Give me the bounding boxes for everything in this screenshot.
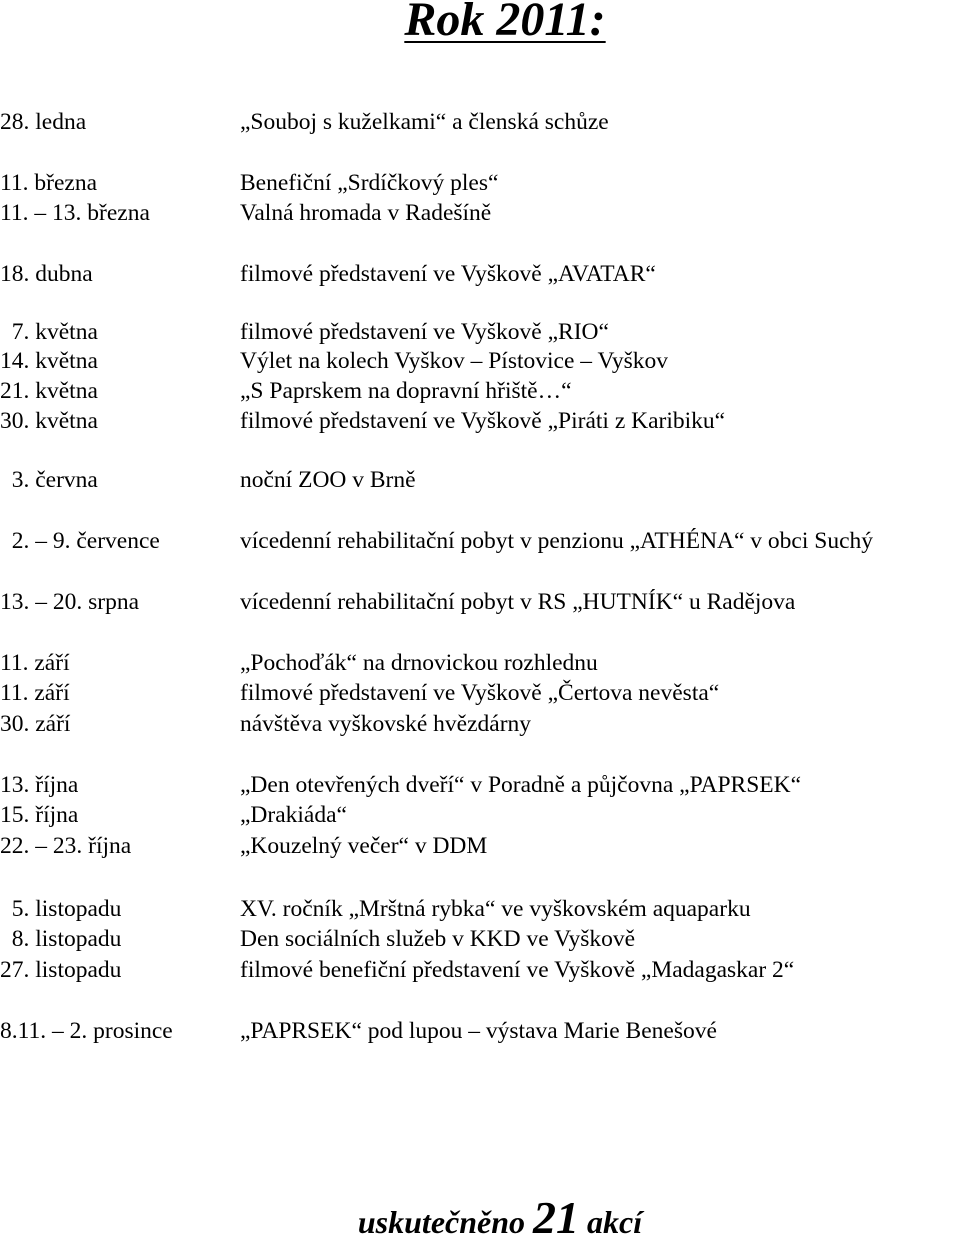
event-date: 15. října xyxy=(0,802,79,828)
event-row xyxy=(0,924,960,954)
event-description: „Drakiáda“ xyxy=(240,802,347,828)
event-date: 11. září xyxy=(0,680,70,706)
event-date: 14. května xyxy=(0,348,98,374)
event-date: 13. října xyxy=(0,772,79,798)
page-title: Rok 2011: xyxy=(404,0,606,46)
event-description: noční ZOO v Brně xyxy=(240,467,416,493)
event-row xyxy=(0,317,960,347)
event-date: 21. května xyxy=(0,378,98,404)
event-description: „Kouzelný večer“ v DDM xyxy=(240,833,488,859)
event-date: 27. listopadu xyxy=(0,957,122,983)
event-description: „S Paprskem na dopravní hřiště…“ xyxy=(240,378,572,404)
event-description: „Den otevřených dveří“ v Poradně a půjčovna „PAPRSEK“ xyxy=(240,772,802,798)
event-row xyxy=(0,406,960,436)
event-row xyxy=(0,465,960,495)
event-description: Benefiční „Srdíčkový ples“ xyxy=(240,170,499,196)
event-row xyxy=(0,831,960,861)
event-row xyxy=(0,259,960,289)
event-row xyxy=(0,709,960,739)
event-description: Valná hromada v Radešíně xyxy=(240,200,492,226)
event-description: filmové benefiční představení ve Vyškově „Madagaskar 2“ xyxy=(240,957,795,983)
event-date: 18. dubna xyxy=(0,261,93,287)
event-date: 13. – 20. srpna xyxy=(0,589,140,615)
event-date: 11. – 13. března xyxy=(0,200,150,226)
event-description: filmové představení ve Vyškově „Čertova nevěsta“ xyxy=(240,680,720,706)
event-date: 22. – 23. října xyxy=(0,833,132,859)
event-description: Den sociálních služeb v KKD ve Vyškově xyxy=(240,926,636,952)
event-row xyxy=(0,770,960,800)
event-row xyxy=(0,955,960,985)
summary-count: 21 xyxy=(533,1192,580,1243)
event-date: 30. května xyxy=(0,408,98,434)
event-date: 30. září xyxy=(0,711,71,737)
event-description: filmové představení ve Vyškově „AVATAR“ xyxy=(240,261,656,287)
event-date: 7. května xyxy=(0,319,98,345)
event-date: 11. září xyxy=(0,650,70,676)
event-description: vícedenní rehabilitační pobyt v RS „HUTNÍK“ u Radějova xyxy=(240,589,796,615)
event-description: XV. ročník „Mrštná rybka“ ve vyškovském aquaparku xyxy=(240,896,751,922)
event-row xyxy=(0,107,960,137)
event-row xyxy=(0,168,960,198)
event-date: 28. ledna xyxy=(0,109,87,135)
event-row xyxy=(0,894,960,924)
event-row xyxy=(0,346,960,376)
event-row xyxy=(0,198,960,228)
event-description: „Pochoďák“ na drnovickou rozhlednu xyxy=(240,650,598,676)
event-date: 3. června xyxy=(0,467,98,493)
event-description: vícedenní rehabilitační pobyt v penzionu „ATHÉNA“ v obci Suchý xyxy=(240,528,874,554)
summary-footer xyxy=(0,1188,960,1252)
event-row xyxy=(0,800,960,830)
event-row xyxy=(0,678,960,708)
event-date: 2. – 9. července xyxy=(0,528,160,554)
event-date: 8. listopadu xyxy=(0,926,122,952)
event-description: návštěva vyškovské hvězdárny xyxy=(240,711,532,737)
event-date: 11. března xyxy=(0,170,97,196)
event-row xyxy=(0,376,960,406)
event-row xyxy=(0,587,960,617)
event-row xyxy=(0,648,960,678)
event-row xyxy=(0,526,960,556)
event-row xyxy=(0,1016,960,1046)
event-description: filmové představení ve Vyškově „RIO“ xyxy=(240,319,609,345)
event-description: „Souboj s kuželkami“ a členská schůze xyxy=(240,109,609,135)
event-description: „PAPRSEK“ pod lupou – výstava Marie Benešové xyxy=(240,1018,717,1044)
event-date: 8.11. – 2. prosince xyxy=(0,1018,173,1044)
event-date: 5. listopadu xyxy=(0,896,122,922)
event-description: filmové představení ve Vyškově „Piráti z Karibiku“ xyxy=(240,408,726,434)
summary-text-after: akcí xyxy=(579,1204,643,1240)
event-description: Výlet na kolech Vyškov – Pístovice – Vyškov xyxy=(240,348,668,374)
summary-text-before: uskutečněno xyxy=(357,1204,534,1240)
